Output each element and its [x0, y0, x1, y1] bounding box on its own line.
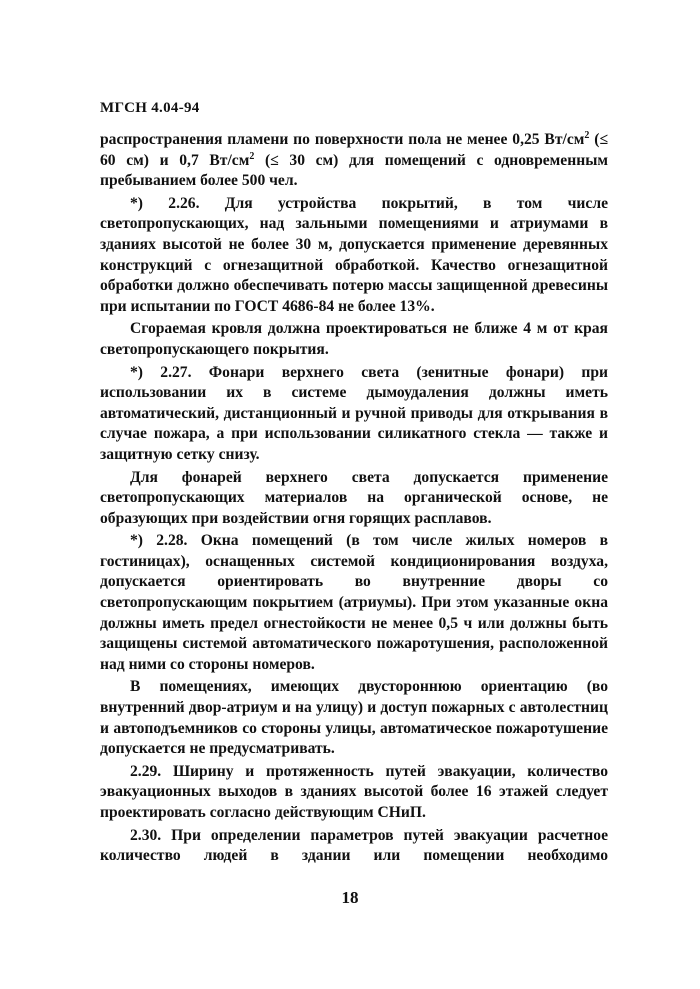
superscript: 2 — [584, 129, 590, 141]
paragraph-combustible-roof: Сгораемая кровля должна проектироваться не ближе 4 м от края светопропускающего покрытия. — [100, 320, 608, 358]
paragraph-dual-orientation: В помещениях, имеющих двустороннюю ориентацию (во внутренний двор-атриум и на улицу) и доступ пожарных с автолестниц и автоподъемников со стороны улицы, автоматическое пожаротушение допускается не предусматривать. — [100, 678, 608, 758]
paragraph-flame-spread — [100, 130, 608, 192]
paragraph-2-26: *) 2.26. Для устройства покрытий, в том числе светопропускающих, над зальными помещениями и атриумами в зданиях высотой не более 30 м, допускается применение деревянных конструкций с огнезащитной обработкой. Качество огнезащитной обработки должно обеспечивать потерю массы защищенной древесины при испытании по ГОСТ 4686-84 не более 13%. — [100, 194, 608, 315]
document-code-header: МГСН 4.04-94 — [100, 100, 200, 116]
text-run: распространения пламени по поверхности пола не менее 0,25 Вт/см — [100, 131, 585, 148]
paragraph-2-28: *) 2.28. Окна помещений (в том числе жилых номеров в гостиницах), оснащенных системой кондиционирования воздуха, допускается ориентировать во внутренние дворы со светопропускающим покрытием (атриумы). При этом указанные окна должны иметь предел огнестойкости не менее 0,5 ч или должны быть защищены системой автоматического пожаротушения, расположенной над ними со стороны номеров. — [100, 532, 608, 673]
paragraph-2-30: 2.30. При определении параметров путей эвакуации расчетное количество людей в здании или помещении необходимо — [100, 826, 608, 865]
text-run: (≤ 30 см) для помещений с одновременным пребыванием более 500 чел. — [100, 151, 608, 190]
text-run: (≤ 60 см) и 0,7 Вт/см — [100, 131, 608, 169]
paragraph-2-27: *) 2.27. Фонари верхнего света (зенитные фонари) при использовании их в системе дымоудаления должны иметь автоматический, дистанционный и ручной приводы для открывания в случае пожара, а при использовании силикатного стекла — также и защитную сетку снизу. — [100, 363, 608, 463]
paragraph-skylight-materials: Для фонарей верхнего света допускается применение светопропускающих материалов на органической основе, не образующих при воздействии огня горящих расплавов. — [100, 468, 608, 527]
superscript: 2 — [249, 150, 255, 162]
document-body — [100, 130, 608, 867]
paragraph-2-29: 2.29. Ширину и протяженность путей эвакуации, количество эвакуационных выходов в зданиях высотой более 16 этажей следует проектировать согласно действующим СНиП. — [100, 762, 608, 821]
page-number: 18 — [341, 888, 359, 907]
